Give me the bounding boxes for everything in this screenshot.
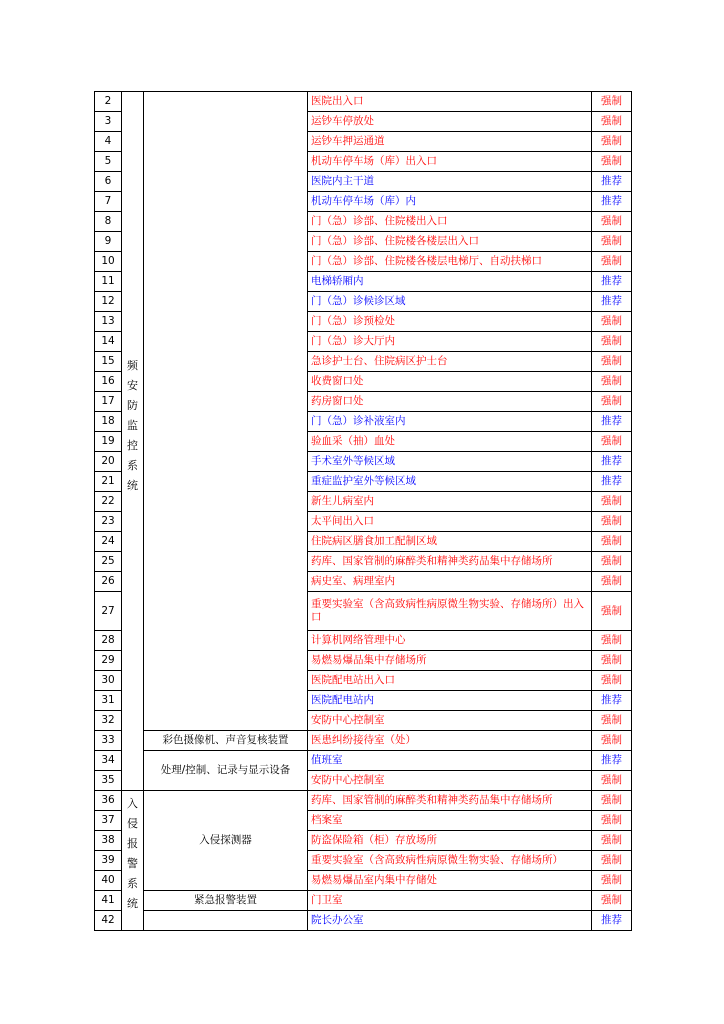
- row-number: 15: [95, 352, 122, 372]
- category-label: [122, 794, 143, 914]
- requirement-level-cell: 强制: [592, 492, 632, 512]
- row-number: 16: [95, 372, 122, 392]
- row-number: 37: [95, 811, 122, 831]
- requirement-level-cell: 强制: [592, 831, 632, 851]
- row-number: 17: [95, 392, 122, 412]
- category-char: 侵: [127, 816, 138, 830]
- location-cell: 机动车停车场（库）内: [308, 192, 592, 212]
- requirement-level-cell: 强制: [592, 112, 632, 132]
- category-char: 系: [127, 459, 138, 472]
- requirement-level-cell: 强制: [592, 592, 632, 631]
- location-cell: 新生儿病室内: [308, 492, 592, 512]
- table-row: [95, 92, 632, 112]
- location-cell: 门（急）诊部、住院楼各楼层电梯厅、自动扶梯口: [308, 252, 592, 272]
- row-number: 25: [95, 552, 122, 572]
- location-cell: 门（急）诊预检处: [308, 312, 592, 332]
- row-number: 14: [95, 332, 122, 352]
- requirement-level-cell: 强制: [592, 552, 632, 572]
- category-char: 统: [127, 896, 138, 910]
- table-row: [95, 731, 632, 751]
- requirement-level-cell: 强制: [592, 811, 632, 831]
- location-cell: 安防中心控制室: [308, 711, 592, 731]
- row-number: 19: [95, 432, 122, 452]
- row-number: 6: [95, 172, 122, 192]
- location-cell: 易燃易爆品集中存储场所: [308, 651, 592, 671]
- location-cell: 门（急）诊部、住院楼出入口: [308, 212, 592, 232]
- category-char: 防: [127, 399, 138, 412]
- location-cell: 值班室: [308, 751, 592, 771]
- table-row: [95, 891, 632, 911]
- row-number: 4: [95, 132, 122, 152]
- requirement-level-cell: 强制: [592, 891, 632, 911]
- location-cell: 重要实验室（含高致病性病原微生物实验、存储场所）出入口: [308, 592, 592, 631]
- row-number: 29: [95, 651, 122, 671]
- row-number: 31: [95, 691, 122, 711]
- row-number: 12: [95, 292, 122, 312]
- row-number: 34: [95, 751, 122, 771]
- requirement-level-cell: 推荐: [592, 691, 632, 711]
- requirement-level-cell: 推荐: [592, 472, 632, 492]
- location-cell: 住院病区膳食加工配制区域: [308, 532, 592, 552]
- row-number: 8: [95, 212, 122, 232]
- location-cell: 防盗保险箱（柜）存放场所: [308, 831, 592, 851]
- requirement-level-cell: 强制: [592, 432, 632, 452]
- requirement-level-cell: 强制: [592, 631, 632, 651]
- device-cell-camera: [144, 92, 308, 731]
- row-number: 2: [95, 92, 122, 112]
- location-cell: 机动车停车场（库）出入口: [308, 152, 592, 172]
- requirement-level-cell: 强制: [592, 791, 632, 811]
- table-row: [95, 751, 632, 771]
- location-cell: 安防中心控制室: [308, 771, 592, 791]
- location-cell: 门（急）诊补液室内: [308, 412, 592, 432]
- category-cell-intrusion: [122, 791, 144, 931]
- requirement-level-cell: 强制: [592, 132, 632, 152]
- row-number: 22: [95, 492, 122, 512]
- row-number: 5: [95, 152, 122, 172]
- requirement-level-cell: 强制: [592, 392, 632, 412]
- row-number: 38: [95, 831, 122, 851]
- requirement-level-cell: 强制: [592, 512, 632, 532]
- requirement-level-cell: 强制: [592, 651, 632, 671]
- security-requirements-table: [94, 91, 632, 931]
- requirement-level-cell: 强制: [592, 252, 632, 272]
- location-cell: 医院配电站内: [308, 691, 592, 711]
- requirement-level-cell: 强制: [592, 711, 632, 731]
- location-cell: 重症监护室外等候区域: [308, 472, 592, 492]
- row-number: 36: [95, 791, 122, 811]
- row-number: 3: [95, 112, 122, 132]
- row-number: 24: [95, 532, 122, 552]
- requirement-level-cell: 强制: [592, 332, 632, 352]
- requirement-level-cell: 强制: [592, 372, 632, 392]
- requirement-level-cell: 推荐: [592, 412, 632, 432]
- location-cell: 电梯轿厢内: [308, 272, 592, 292]
- device-cell-recorder: 彩色摄像机、声音复核装置: [144, 731, 308, 751]
- row-number: 20: [95, 452, 122, 472]
- location-cell: 手术室外等候区域: [308, 452, 592, 472]
- row-number: 30: [95, 671, 122, 691]
- requirement-level-cell: 强制: [592, 771, 632, 791]
- row-number: 7: [95, 192, 122, 212]
- device-cell-empty: [144, 911, 308, 931]
- requirement-level-cell: 推荐: [592, 292, 632, 312]
- row-number: 32: [95, 711, 122, 731]
- row-number: 11: [95, 272, 122, 292]
- row-number: 26: [95, 572, 122, 592]
- category-label: [122, 356, 143, 496]
- location-cell: 收费窗口处: [308, 372, 592, 392]
- requirement-level-cell: 推荐: [592, 192, 632, 212]
- requirement-level-cell: 强制: [592, 232, 632, 252]
- requirement-level-cell: 强制: [592, 352, 632, 372]
- location-cell: 病史室、病理室内: [308, 572, 592, 592]
- requirement-level-cell: 推荐: [592, 911, 632, 931]
- requirement-level-cell: 强制: [592, 871, 632, 891]
- location-cell: 医院配电站出入口: [308, 671, 592, 691]
- requirement-level-cell: 强制: [592, 212, 632, 232]
- location-cell: 医院出入口: [308, 92, 592, 112]
- location-cell: 急诊护士台、住院病区护士台: [308, 352, 592, 372]
- category-char: 入: [127, 796, 138, 810]
- requirement-level-cell: 强制: [592, 851, 632, 871]
- location-cell: 门卫室: [308, 891, 592, 911]
- row-number: 28: [95, 631, 122, 651]
- category-char: 报: [127, 836, 138, 850]
- row-number: 18: [95, 412, 122, 432]
- requirement-level-cell: 强制: [592, 532, 632, 552]
- row-number: 27: [95, 592, 122, 631]
- category-char: 安: [127, 379, 138, 392]
- requirement-level-cell: 强制: [592, 671, 632, 691]
- row-number: 42: [95, 911, 122, 931]
- row-number: 23: [95, 512, 122, 532]
- requirement-level-cell: 强制: [592, 152, 632, 172]
- requirement-level-cell: 推荐: [592, 172, 632, 192]
- device-cell-display: 处理/控制、记录与显示设备: [144, 751, 308, 791]
- row-number: 9: [95, 232, 122, 252]
- category-cell-video: [122, 92, 144, 791]
- category-char: 系: [127, 876, 138, 890]
- location-cell: 门（急）诊候诊区域: [308, 292, 592, 312]
- category-char: 监: [127, 419, 138, 432]
- requirement-level-cell: 强制: [592, 731, 632, 751]
- row-number: 35: [95, 771, 122, 791]
- location-cell: 药库、国家管制的麻醉类和精神类药品集中存储场所: [308, 552, 592, 572]
- row-number: 13: [95, 312, 122, 332]
- table-row: [95, 911, 632, 931]
- location-cell: 档案室: [308, 811, 592, 831]
- row-number: 33: [95, 731, 122, 751]
- location-cell: 运钞车押运通道: [308, 132, 592, 152]
- row-number: 41: [95, 891, 122, 911]
- location-cell: 易燃易爆品室内集中存储处: [308, 871, 592, 891]
- table-row: [95, 791, 632, 811]
- requirement-level-cell: 强制: [592, 92, 632, 112]
- row-number: 21: [95, 472, 122, 492]
- category-char: 警: [127, 856, 138, 870]
- table-body: [95, 92, 632, 931]
- requirement-level-cell: 推荐: [592, 272, 632, 292]
- location-cell: 计算机网络管理中心: [308, 631, 592, 651]
- location-cell: 验血采（抽）血处: [308, 432, 592, 452]
- location-cell: 医院内主干道: [308, 172, 592, 192]
- row-number: 39: [95, 851, 122, 871]
- requirement-level-cell: 推荐: [592, 452, 632, 472]
- row-number: 10: [95, 252, 122, 272]
- location-cell: 运钞车停放处: [308, 112, 592, 132]
- location-cell: 药房窗口处: [308, 392, 592, 412]
- category-char: 控: [127, 439, 138, 452]
- requirement-level-cell: 强制: [592, 572, 632, 592]
- location-cell: 门（急）诊部、住院楼各楼层出入口: [308, 232, 592, 252]
- requirement-level-cell: 推荐: [592, 751, 632, 771]
- category-char: 统: [127, 479, 138, 492]
- location-cell: 院长办公室: [308, 911, 592, 931]
- row-number: 40: [95, 871, 122, 891]
- requirement-level-cell: 强制: [592, 312, 632, 332]
- category-char: 频: [127, 359, 138, 372]
- location-cell: 太平间出入口: [308, 512, 592, 532]
- device-cell-detector: 入侵探测器: [144, 791, 308, 891]
- location-cell: 药库、国家管制的麻醉类和精神类药品集中存储场所: [308, 791, 592, 811]
- location-cell: 医患纠纷接待室（处）: [308, 731, 592, 751]
- device-cell-panic: 紧急报警装置: [144, 891, 308, 911]
- location-cell: 重要实验室（含高致病性病原微生物实验、存储场所）: [308, 851, 592, 871]
- location-cell: 门（急）诊大厅内: [308, 332, 592, 352]
